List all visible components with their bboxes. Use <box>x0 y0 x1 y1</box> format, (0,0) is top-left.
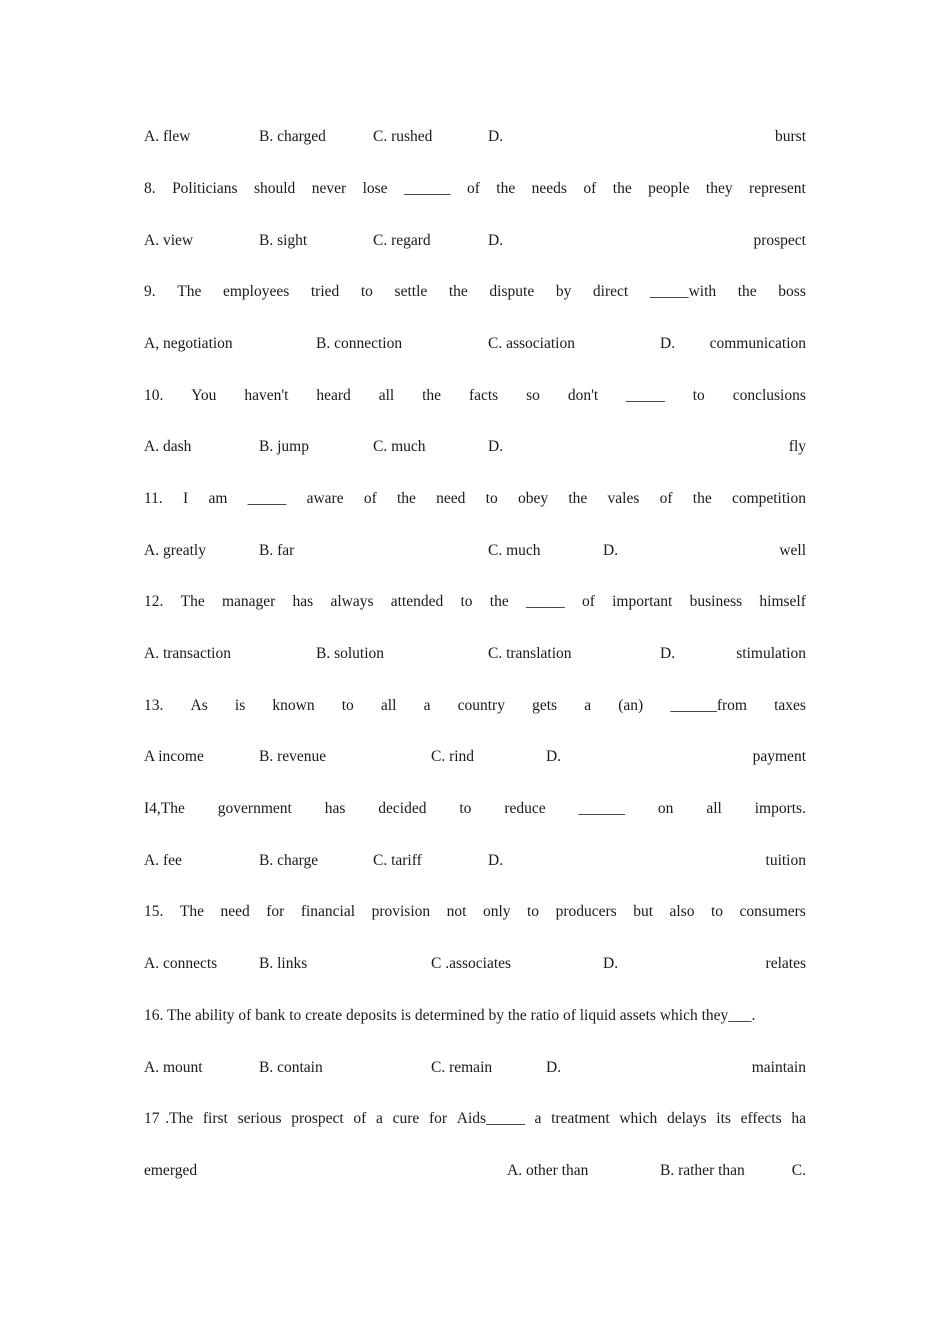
word: for <box>429 1110 448 1127</box>
word: The <box>179 903 204 920</box>
word: people <box>648 180 690 197</box>
option-a: A. flew <box>144 128 191 145</box>
word: so <box>526 387 540 404</box>
word: The <box>180 593 205 610</box>
word: need <box>220 903 250 920</box>
question-8 <box>144 178 806 200</box>
q14-options <box>144 850 806 872</box>
question-12 <box>144 591 806 613</box>
word: which <box>619 1110 658 1127</box>
word: to <box>692 387 705 404</box>
word: by <box>555 283 572 300</box>
option-a: A, negotiation <box>144 335 233 352</box>
option-d: D. <box>603 955 619 972</box>
word: direct <box>592 283 629 300</box>
blank: Aids_____ <box>456 1110 525 1127</box>
word: to <box>341 697 354 714</box>
q16-options <box>144 1057 806 1079</box>
word: I <box>183 490 189 507</box>
option-b: B. contain <box>259 1059 323 1076</box>
word: a <box>376 1110 383 1127</box>
word: to <box>459 800 472 817</box>
word: 9. <box>144 283 156 300</box>
word: 15. <box>144 903 164 920</box>
word: lose <box>362 180 388 197</box>
question-10 <box>144 385 806 407</box>
question-16 <box>144 1005 806 1027</box>
word: gets <box>532 697 558 714</box>
option-c: C. rind <box>431 748 475 765</box>
option-b: B. charged <box>259 128 326 145</box>
option-a: A. fee <box>144 852 182 869</box>
word: not <box>446 903 467 920</box>
blank: _____ <box>525 593 565 610</box>
word: tried <box>310 283 340 300</box>
word: Politicians <box>172 180 238 197</box>
option-d: D. <box>488 128 504 145</box>
option-a: A. dash <box>144 438 192 455</box>
blank: ______from <box>670 697 747 714</box>
option-d-text: burst <box>775 128 806 145</box>
option-c: C. much <box>373 438 426 455</box>
word: always <box>330 593 374 610</box>
word: all <box>378 387 395 404</box>
word: to <box>460 593 473 610</box>
option-c: C. association <box>488 335 575 352</box>
question-11 <box>144 488 806 510</box>
option-c: C. translation <box>488 645 572 662</box>
word: is <box>234 697 246 714</box>
word: delays <box>666 1110 707 1127</box>
option-b: B. solution <box>316 645 385 662</box>
blank: ______ <box>404 180 451 197</box>
q11-options <box>144 540 806 562</box>
option-c: C. regard <box>373 232 431 249</box>
word: has <box>324 800 346 817</box>
word: attended <box>390 593 444 610</box>
option-a: A. transaction <box>144 645 231 662</box>
word: As <box>190 697 208 714</box>
word: need <box>436 490 466 507</box>
option-d-text: communication <box>709 335 806 352</box>
word: 17 <box>144 1110 160 1127</box>
word: known <box>272 697 315 714</box>
option-d-text: relates <box>765 955 806 972</box>
option-c: C. much <box>488 542 541 559</box>
word: conclusions <box>732 387 806 404</box>
blank: _____with <box>649 283 717 300</box>
word: country <box>457 697 505 714</box>
q17-continuation <box>144 1160 806 1182</box>
word: provision <box>371 903 431 920</box>
question-13 <box>144 695 806 717</box>
word: to <box>710 903 724 920</box>
blank: _____ <box>626 387 665 404</box>
word: the <box>397 490 416 507</box>
question-9 <box>144 281 806 303</box>
word: competition <box>731 490 806 507</box>
word: government <box>217 800 292 817</box>
word: business <box>689 593 743 610</box>
word: obey <box>517 490 549 507</box>
blank: ______ <box>578 800 626 817</box>
word: I4,The <box>144 800 185 817</box>
option-d: D. <box>488 232 504 249</box>
option-a: A. connects <box>144 955 218 972</box>
option-a: A income <box>144 748 204 765</box>
word: heard <box>316 387 351 404</box>
word: dispute <box>489 283 535 300</box>
option-b: B. charge <box>259 852 319 869</box>
word: to <box>485 490 498 507</box>
word: a <box>534 1110 542 1127</box>
word: of <box>659 490 673 507</box>
word: a <box>423 697 431 714</box>
word: the <box>496 180 516 197</box>
word: emerged <box>144 1162 198 1179</box>
option-d-text: tuition <box>765 852 806 869</box>
option-d-text: payment <box>752 748 806 765</box>
word: .The <box>165 1110 194 1127</box>
question-15 <box>144 901 806 923</box>
option-d-text: stimulation <box>736 645 806 662</box>
option-a: A. mount <box>144 1059 203 1076</box>
word: treatment <box>551 1110 610 1127</box>
word: settle <box>394 283 428 300</box>
option-d-text: fly <box>788 438 806 455</box>
option-d: D. <box>660 645 676 662</box>
word: the <box>489 593 509 610</box>
option-a: A. greatly <box>144 542 206 559</box>
word: 8. <box>144 180 156 197</box>
option-d: D. <box>488 438 504 455</box>
word: 12. <box>144 593 164 610</box>
word: they <box>705 180 733 197</box>
word: (an) <box>618 697 644 714</box>
word: don't <box>567 387 599 404</box>
option-b: B. rather than <box>660 1162 745 1179</box>
word: the <box>448 283 468 300</box>
option-d-text: prospect <box>753 232 806 249</box>
word: of <box>363 490 377 507</box>
question-14 <box>144 798 806 820</box>
word: the <box>612 180 632 197</box>
option-d: D. <box>660 335 676 352</box>
word: has <box>292 593 314 610</box>
option-c: C. rushed <box>373 128 433 145</box>
option-b: B. jump <box>259 438 309 455</box>
word: of <box>581 593 595 610</box>
q10-options <box>144 436 806 458</box>
question-text: 16. The ability of bank to create deposits is determined by the ratio of liquid assets which they___. <box>144 1007 756 1024</box>
word: needs <box>531 180 567 197</box>
word: all <box>380 697 397 714</box>
word: its <box>716 1110 731 1127</box>
word: the <box>737 283 757 300</box>
word: of <box>583 180 597 197</box>
word: The <box>177 283 202 300</box>
word: 13. <box>144 697 164 714</box>
word: to <box>527 903 540 920</box>
word: himself <box>759 593 806 610</box>
word: the <box>422 387 442 404</box>
option-b: B. far <box>259 542 295 559</box>
word: imports. <box>754 800 806 817</box>
word: facts <box>468 387 499 404</box>
word: serious <box>237 1110 282 1127</box>
option-d: D. <box>488 852 504 869</box>
word: to <box>360 283 373 300</box>
word: on <box>657 800 674 817</box>
word: manager <box>221 593 276 610</box>
word: should <box>253 180 296 197</box>
question-17 <box>144 1108 806 1130</box>
word: only <box>482 903 511 920</box>
option-d: D. <box>546 1059 562 1076</box>
option-c: C. tariff <box>373 852 422 869</box>
option-d: D. <box>546 748 562 765</box>
option-b: B. links <box>259 955 308 972</box>
word: the <box>568 490 588 507</box>
option-d-text: maintain <box>751 1059 806 1076</box>
word: first <box>202 1110 228 1127</box>
q7-options <box>144 126 806 148</box>
word: for <box>266 903 285 920</box>
option-b: B. revenue <box>259 748 327 765</box>
word: taxes <box>774 697 806 714</box>
word: effects <box>740 1110 782 1127</box>
word: of <box>353 1110 367 1127</box>
word: cure <box>392 1110 420 1127</box>
option-d: D. <box>603 542 619 559</box>
word: boss <box>778 283 806 300</box>
option-c: C. remain <box>431 1059 493 1076</box>
word: 10. <box>144 387 164 404</box>
word: vales <box>607 490 640 507</box>
word: of <box>466 180 480 197</box>
option-b: B. sight <box>259 232 308 249</box>
word: haven't <box>244 387 289 404</box>
word: consumers <box>739 903 806 920</box>
word: ha <box>791 1110 806 1127</box>
word: but <box>633 903 653 920</box>
blank: _____ <box>247 490 287 507</box>
word: financial <box>300 903 356 920</box>
q9-options <box>144 333 806 355</box>
option-a: A. other than <box>507 1162 589 1179</box>
word: employees <box>222 283 290 300</box>
q15-options <box>144 953 806 975</box>
word: aware <box>306 490 344 507</box>
word: the <box>692 490 712 507</box>
option-c: C. <box>791 1162 806 1179</box>
word: important <box>612 593 673 610</box>
q8-options <box>144 230 806 252</box>
word: a <box>584 697 592 714</box>
option-a: A. view <box>144 232 194 249</box>
word: reduce <box>504 800 546 817</box>
word: producers <box>555 903 617 920</box>
word: represent <box>749 180 806 197</box>
word: never <box>311 180 347 197</box>
word: prospect <box>291 1110 344 1127</box>
word: also <box>669 903 695 920</box>
q13-options <box>144 746 806 768</box>
option-c: C .associates <box>431 955 512 972</box>
word: decided <box>378 800 427 817</box>
q12-options <box>144 643 806 665</box>
option-d-text: well <box>779 542 806 559</box>
option-b: B. connection <box>316 335 403 352</box>
word: all <box>706 800 722 817</box>
word: 11. <box>144 490 163 507</box>
word: am <box>208 490 228 507</box>
word: You <box>191 387 217 404</box>
